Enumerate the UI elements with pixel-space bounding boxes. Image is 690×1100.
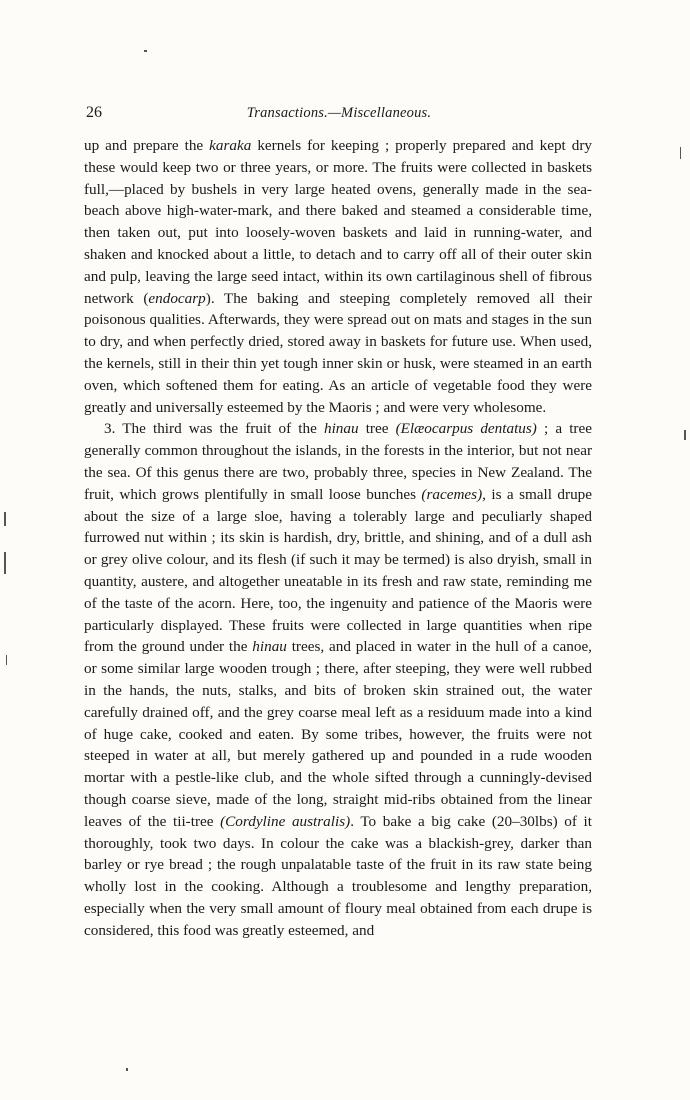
- scan-speck: [126, 1068, 128, 1071]
- margin-mark: [4, 552, 6, 574]
- page-header: [86, 101, 592, 125]
- paragraph-continued: up and prepare the karaka kernels for keeping ; properly prepared and kept dry these would keep two or three years, or more. The fruits were collected in baskets full,—placed by bushels in very large heated ovens, generally made in the sea-beach above high-water-mark, and there baked and steamed a considerable time, then taken out, put into loosely-woven baskets and laid in running-water, and shaken and knocked about a little, to detach and to carry off all of their outer skin and pulp, leaving the large seed intact, within its own cartilaginous shell of fibrous network (endocarp). The baking and steeping completely removed all their poisonous qualities. Afterwards, they were spread out on mats and stages in the sun to dry, and when perfectly dried, stored away in baskets for future use. When used, the kernels, still in their thin yet tough inner skin or husk, were steamed in an earth oven, which softened them for eating. As an article of vegetable food they were greatly and universally esteemed by the Maoris ; and were very wholesome.: [84, 137, 592, 416]
- margin-mark: [684, 430, 686, 440]
- margin-mark: [6, 655, 7, 665]
- margin-mark: [680, 147, 681, 159]
- running-title: Transactions.—Miscellaneous.: [246, 105, 432, 121]
- page-number: 26: [86, 104, 102, 121]
- margin-mark: [4, 512, 6, 526]
- body-text: [84, 135, 592, 941]
- scan-speck: [144, 50, 147, 52]
- paragraph-hinau: 3. The third was the fruit of the hinau tree (Elæocarpus dentatus) ; a tree generally common throughout the islands, in the forests in the interior, but not near the sea. Of this genus there are two, probably three, species in New Zealand. The fruit, which grows plentifully in small loose bunches (racemes), is a small drupe about the size of a large sloe, having a tolerably large and peculiarly shaped furrowed nut within ; its skin is hardish, dry, brittle, and shining, and of a dull ash or grey olive colour, and its flesh (if such it may be termed) is also dryish, small in quantity, austere, and altogether uneatable in its fresh and raw state, reminding me of the taste of the acorn. Here, too, the ingenuity and patience of the Maoris were particularly displayed. These fruits were collected in large quantities when ripe from the ground under the hinau trees, and placed in water in the hull of a canoe, or some similar large wooden trough ; there, after steeping, they were well rubbed in the hands, the nuts, stalks, and bits of broken skin strained out, the water carefully drained off, and the grey coarse meal left as a residuum made into a kind of huge cake, cooked and eaten. By some tribes, however, the fruits were not steeped in water at all, but merely gathered up and pounded in a rude wooden mortar with a pestle-like club, and the whole sifted through a cunningly-devised though coarse sieve, made of the long, straight mid-ribs obtained from the linear leaves of the tii-tree (Cordyline australis). To bake a big cake (20–30lbs) of it thoroughly, took two days. In colour the cake was a blackish-grey, darker than barley or rye bread ; the rough unpalatable taste of the fruit in its raw state being wholly lost in the cooking. Although a troublesome and lengthy preparation, especially when the very small amount of floury meal obtained from each drupe is considered, this food was greatly esteemed, and: [84, 420, 592, 939]
